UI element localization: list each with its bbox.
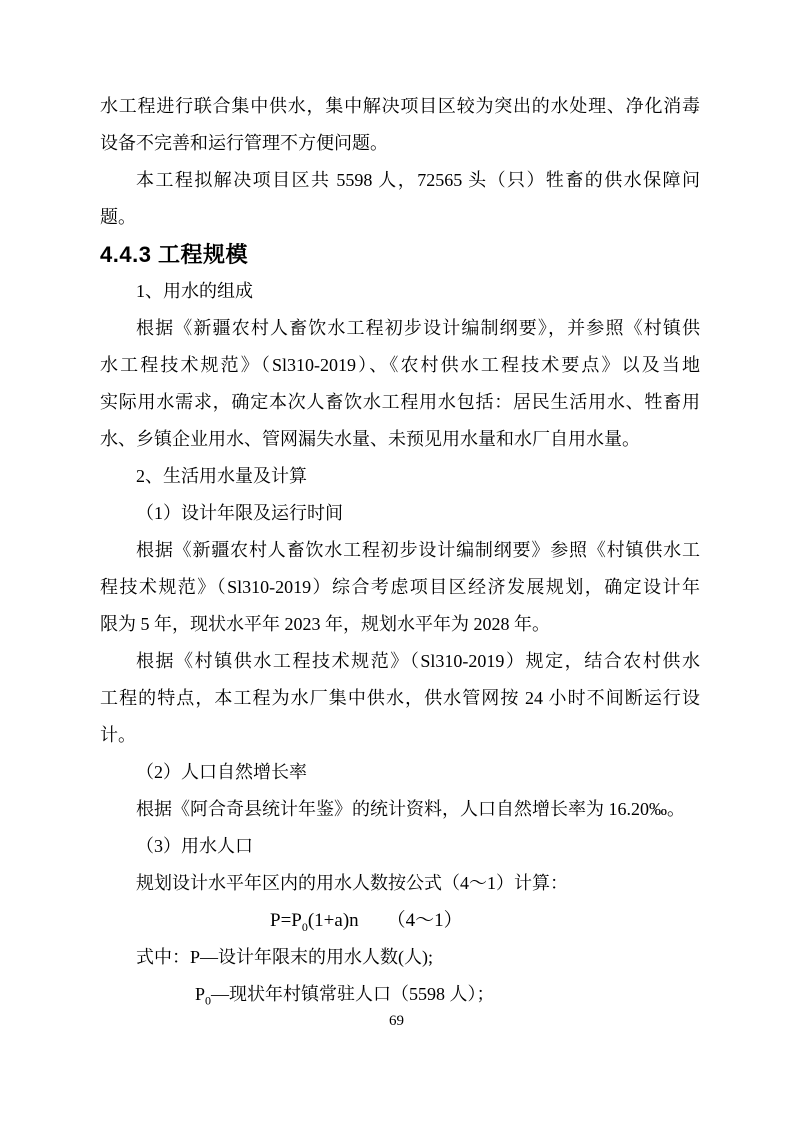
body-line: 题。 (100, 207, 136, 227)
page-number-label: 69 (389, 1013, 404, 1029)
body-line: 1、用水的组成 (136, 281, 253, 301)
body-line: 根据《新疆农村人畜饮水工程初步设计编制纲要》参照《村镇供水工 (136, 540, 700, 560)
formula-subscript: 0 (301, 919, 308, 934)
body-line: 根据《村镇供水工程技术规范》（Sl310-2019）规定，结合农村供水 (136, 651, 700, 671)
p0-symbol: P (195, 984, 206, 1004)
body-line: 计。 (100, 725, 136, 745)
p0-description: —现状年村镇常驻人口（5598 人）； (211, 984, 495, 1004)
document-content (100, 88, 700, 1013)
body-line: 程技术规范》（Sl310-2019）综合考虑项目区经济发展规划，确定设计年 (100, 577, 700, 597)
section-heading: 4.4.3 工程规模 (100, 242, 249, 267)
formula-equation-lhs: P=P (270, 910, 302, 931)
body-line: 2、生活用水量及计算 (136, 466, 307, 486)
body-line: 根据《新疆农村人畜饮水工程初步设计编制纲要》，并参照《村镇供 (136, 318, 700, 338)
body-line: 工程的特点，本工程为水厂集中供水，供水管网按 24 小时不间断运行设 (100, 688, 700, 708)
p0-subscript: 0 (205, 993, 212, 1008)
body-line: 限为 5 年，现状水平年 2023 年，规划水平年为 2028 年。 (100, 614, 550, 634)
formula-equation-rhs: (1+a)n (307, 910, 359, 931)
formula-line (100, 902, 700, 939)
body-line: （2）人口自然增长率 (136, 762, 307, 782)
body-line: 规划设计水平年区内的用水人数按公式（4～1）计算： (136, 873, 568, 893)
body-line: 水工程进行联合集中供水，集中解决项目区较为突出的水处理、净化消毒 (100, 96, 700, 116)
body-line: （1）设计年限及运行时间 (136, 503, 343, 523)
formula-number: （4～1） (386, 910, 463, 931)
body-line: 设备不完善和运行管理不方便问题。 (100, 133, 388, 153)
body-line: 实际用水需求，确定本次人畜饮水工程用水包括：居民生活用水、牲畜用 (100, 392, 700, 412)
body-line: 水、乡镇企业用水、管网漏失水量、未预见用水量和水厂自用水量。 (100, 429, 640, 449)
body-line: （3）用水人口 (136, 836, 253, 856)
body-line: 水工程技术规范》（Sl310-2019）、《农村供水工程技术要点》以及当地 (100, 355, 700, 375)
body-line: 式中：P—设计年限末的用水人数(人); (136, 947, 433, 967)
body-line: 本工程拟解决项目区共 5598 人，72565 头（只）牲畜的供水保障问 (136, 170, 700, 190)
body-line: 根据《阿合奇县统计年鉴》的统计资料，人口自然增长率为 16.20‰。 (136, 799, 685, 819)
